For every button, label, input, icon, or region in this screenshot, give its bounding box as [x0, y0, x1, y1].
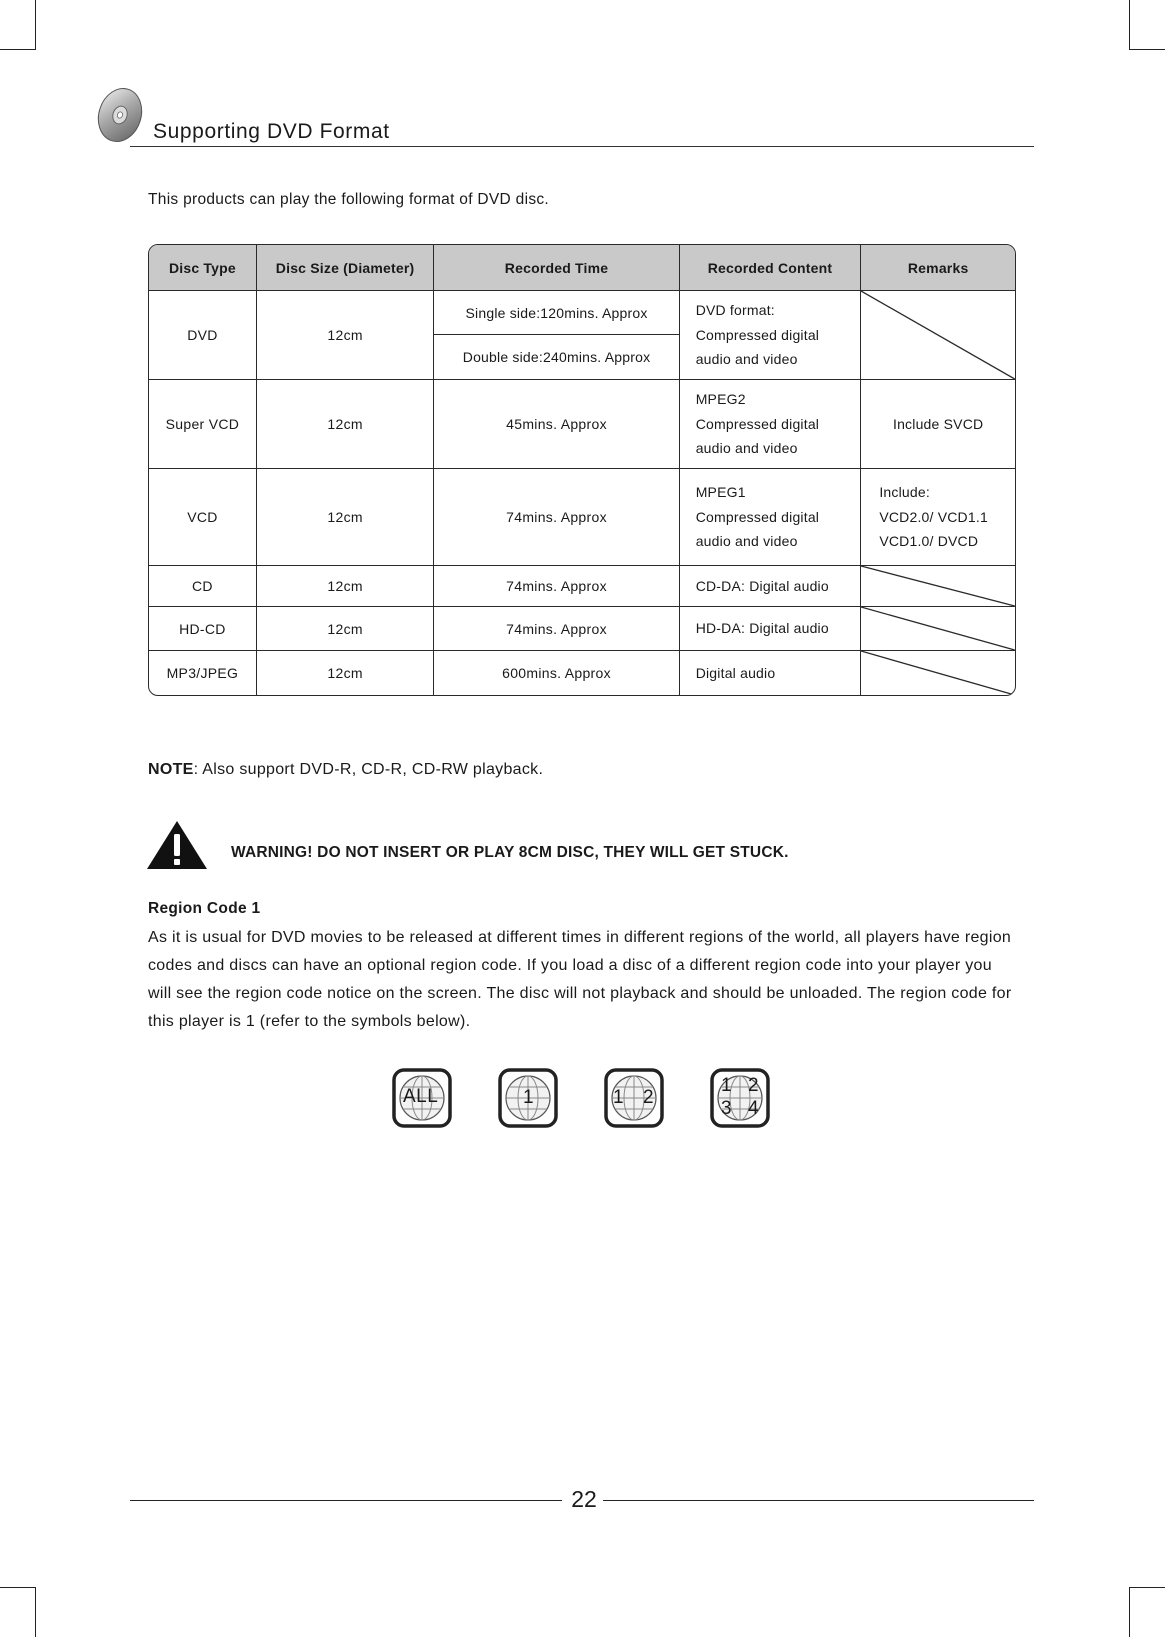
disc-type-cell: DVD [149, 291, 257, 380]
disc-size-cell: 12cm [257, 651, 435, 695]
disc-type-cell: VCD [149, 469, 257, 566]
page-title: Supporting DVD Format [153, 120, 390, 143]
globe-icon [710, 1068, 770, 1128]
note-text [148, 761, 543, 779]
column-header: Recorded Content [680, 245, 862, 291]
content-line: Compressed digital [695, 415, 820, 432]
recorded-content-cell [680, 469, 862, 566]
disc-size-cell: 12cm [257, 566, 435, 607]
content-line: audio and video [695, 351, 798, 368]
table-row [149, 291, 1015, 380]
region-badge-1 [498, 1068, 558, 1128]
remark-line: Include: [879, 484, 930, 501]
table-row [149, 651, 1015, 695]
diagonal-slash [861, 291, 1015, 379]
table-header-row [149, 245, 1015, 291]
time-single-side: Single side:120mins. Approx [434, 291, 678, 335]
recorded-time-cell: 45mins. Approx [434, 380, 679, 469]
disc-size-cell: 12cm [257, 380, 435, 469]
warning-triangle-icon [146, 820, 208, 870]
recorded-time-cell: 74mins. Approx [434, 566, 679, 607]
content-line: audio and video [695, 440, 798, 457]
crop-mark-bottom-left [0, 1587, 36, 1637]
recorded-content-cell: CD-DA: Digital audio [680, 566, 862, 607]
recorded-content-cell [680, 291, 862, 380]
note-label: NOTE [148, 761, 194, 778]
recorded-time-cell: 74mins. Approx [434, 607, 679, 651]
badge-label: 1 [523, 1087, 534, 1108]
column-header: Recorded Time [434, 245, 679, 291]
note-body: : Also support DVD-R, CD-R, CD-RW playback. [193, 761, 544, 778]
badge-label: 2 [748, 1075, 759, 1096]
table-row [149, 566, 1015, 607]
crop-mark-top-left [0, 0, 36, 50]
disc-type-cell: Super VCD [149, 380, 257, 469]
badge-label: 4 [748, 1098, 759, 1119]
remarks-empty-cell [861, 566, 1015, 607]
column-header: Remarks [861, 245, 1015, 291]
diagonal-slash [861, 651, 1015, 695]
recorded-content-cell: HD-DA: Digital audio [680, 607, 862, 651]
badge-label: ALL [403, 1086, 439, 1107]
table-row [149, 380, 1015, 469]
table-row [149, 607, 1015, 651]
formats-table [148, 244, 1016, 696]
content-line: MPEG2 [695, 391, 746, 408]
intro-text: This products can play the following format of DVD disc. [148, 191, 550, 208]
warning-text: WARNING! DO NOT INSERT OR PLAY 8CM DISC, THEY WILL GET STUCK. [231, 844, 789, 861]
region-code-title: Region Code 1 [148, 900, 261, 917]
region-badge-1-2-3-4 [710, 1068, 770, 1128]
crop-mark-bottom-right [1129, 1587, 1165, 1637]
content-line: Compressed digital [695, 326, 820, 343]
content-line: Compressed digital [695, 508, 820, 525]
column-header: Disc Type [149, 245, 257, 291]
formats-table-container [148, 244, 1016, 695]
content-line: audio and video [695, 533, 798, 550]
disc-icon [96, 86, 158, 148]
remark-line: VCD2.0/ VCD1.1 [879, 508, 988, 525]
remarks-empty-cell [861, 651, 1015, 695]
disc-size-cell: 12cm [257, 469, 435, 566]
remark-line: VCD1.0/ DVCD [879, 533, 979, 550]
remarks-cell [861, 469, 1015, 566]
recorded-content-cell: Digital audio [680, 651, 862, 695]
recorded-content-cell [680, 380, 862, 469]
region-badge-1-2 [604, 1068, 664, 1128]
region-code-body: As it is usual for DVD movies to be released at different times in different regions of the world, all players have region codes and discs can have an optional region code. If you load a disc of a different region code into your player you will see the region code notice on the screen. The disc will not playback and should be unloaded. The region code for this player is 1 (refer to the symbols below). [148, 929, 1012, 1030]
recorded-time-cell: 74mins. Approx [434, 469, 679, 566]
footer-rule-left [130, 1500, 562, 1501]
content-line: DVD format: [695, 302, 775, 319]
diagonal-slash [861, 566, 1015, 606]
disc-size-cell: 12cm [257, 607, 435, 651]
badge-label: 3 [721, 1098, 732, 1119]
disc-type-cell: HD-CD [149, 607, 257, 651]
diagonal-slash [861, 607, 1015, 650]
disc-size-cell: 12cm [257, 291, 435, 380]
content-line: MPEG1 [695, 484, 746, 501]
recorded-time-cell [434, 291, 679, 380]
remarks-empty-cell [861, 607, 1015, 651]
crop-mark-top-right [1129, 0, 1165, 50]
badge-label: 1 [613, 1087, 624, 1108]
badge-label: 2 [643, 1087, 654, 1108]
footer-rule-right [603, 1500, 1034, 1501]
recorded-time-cell: 600mins. Approx [434, 651, 679, 695]
disc-type-cell: MP3/JPEG [149, 651, 257, 695]
time-double-side: Double side:240mins. Approx [462, 349, 651, 365]
table-row [149, 469, 1015, 566]
remarks-cell: Include SVCD [861, 380, 1015, 469]
remarks-empty-cell [861, 291, 1015, 380]
section-header [96, 86, 1034, 148]
page-number: 22 [571, 1486, 597, 1512]
disc-type-cell: CD [149, 566, 257, 607]
column-header: Disc Size (Diameter) [257, 245, 435, 291]
header-rule [130, 146, 1034, 147]
region-badge-all [392, 1068, 452, 1128]
badge-label: 1 [721, 1075, 732, 1096]
